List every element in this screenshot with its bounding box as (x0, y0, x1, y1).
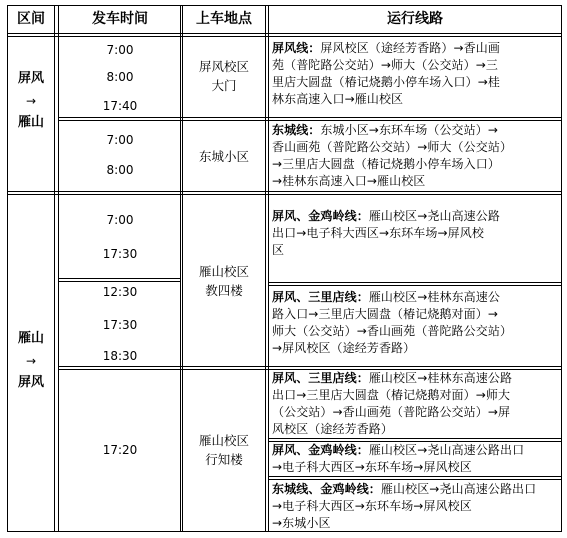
route-line: 出口→电子科大西区→东环车场→屏风校 (272, 226, 484, 240)
location-line: 雁山校区 (198, 264, 249, 279)
route-name: 屏风、三里店线： (272, 290, 369, 304)
route-name: 屏风线： (272, 41, 321, 55)
route-text: 雁山校区→桂林东高速公 (368, 290, 500, 304)
departure-time: 18:30 (102, 349, 138, 363)
route-line (272, 122, 560, 139)
departure-time: 8:00 (106, 70, 134, 84)
row-divider (58, 281, 181, 282)
route-line: →三里店大圆盘（椿记烧鹅小停车场入口） (272, 157, 500, 171)
route-line: →东城小区 (272, 516, 331, 530)
row-divider (268, 479, 561, 480)
location-line: 东城小区 (198, 149, 249, 164)
section-divider (8, 191, 561, 192)
region-pingfeng-to-yanshan (8, 68, 54, 134)
departure-time: 7:00 (106, 133, 134, 147)
route-line (272, 481, 560, 498)
route-line: 区 (272, 243, 285, 257)
route-line (272, 40, 560, 57)
departure-time: 7:00 (106, 213, 134, 227)
boarding-location (184, 57, 264, 95)
row-divider (58, 278, 181, 279)
route-description (272, 122, 560, 190)
region-from: 雁山 (17, 331, 44, 346)
route-text: 雁山校区→尧山高速公路 (368, 209, 500, 223)
location-line: 行知楼 (205, 452, 243, 467)
row-divider (58, 120, 561, 121)
departure-time: 8:00 (106, 163, 134, 177)
route-text: 屏风校区（途经芳香路）→香山画 (320, 41, 500, 55)
route-name: 东城线： (272, 123, 321, 137)
grid-line (265, 6, 266, 531)
route-line: →电子科大西区→东环车场→屏风校区 (272, 499, 472, 513)
grid-line (180, 6, 181, 531)
location-line: 大门 (211, 78, 237, 93)
grid-line (268, 6, 269, 531)
route-text: 东城小区→东环车场（公交站）→ (320, 123, 499, 137)
departure-time: 17:40 (102, 99, 138, 113)
header-region: 区间 (17, 11, 45, 27)
route-description (272, 208, 560, 259)
route-text: 雁山校区→尧山高速公路出口 (368, 443, 525, 457)
departure-time: 12:30 (102, 285, 138, 299)
route-name: 东城线、金鸡岭线： (272, 482, 381, 496)
location-line: 屏风校区 (198, 59, 249, 74)
route-line: →电子科大西区→东环车场→屏风校区 (272, 460, 472, 474)
header-divider (8, 33, 561, 34)
route-text: 雁山校区→桂林东高速公路 (368, 371, 513, 385)
route-line (272, 208, 560, 225)
departure-time: 17:30 (102, 318, 138, 332)
header-location: 上车地点 (196, 11, 252, 27)
route-description (272, 481, 560, 532)
header-route: 运行线路 (387, 11, 443, 27)
grid-line (54, 6, 55, 531)
departure-time: 7:00 (106, 43, 134, 57)
boarding-location (184, 147, 264, 166)
route-text: 雁山校区→尧山高速公路出口 (380, 482, 537, 496)
departure-time: 17:20 (102, 443, 138, 457)
departure-time: 17:30 (102, 247, 138, 261)
route-description (272, 370, 560, 438)
region-to: 屏风 (17, 375, 44, 390)
route-line: →屏风校区（途经芳香路） (272, 341, 416, 355)
region-arrow: → (25, 354, 37, 368)
region-from: 屏风 (17, 71, 44, 86)
route-name: 屏风、三里店线： (272, 371, 369, 385)
row-divider (58, 366, 561, 367)
location-line: 教四楼 (205, 283, 243, 298)
header-divider (8, 36, 561, 37)
row-divider (268, 438, 561, 439)
route-line: 风校区（途经芳香路） (272, 422, 394, 436)
route-description (272, 289, 560, 357)
section-divider (8, 194, 561, 195)
route-line: 出口→三里店大圆盘（椿记烧鹅对面）→师大 (272, 388, 511, 402)
grid-line (182, 6, 183, 531)
route-line: （公交站）→香山画苑（普陀路公交站）→屏 (272, 405, 511, 419)
route-line: 路入口→三里店大圆盘（椿记烧鹅对面）→ (272, 307, 499, 321)
row-divider (268, 476, 561, 477)
route-description (272, 442, 560, 476)
route-line: 师大（公交站）→香山画苑（普陀路公交站） (272, 324, 513, 338)
location-line: 雁山校区 (198, 433, 249, 448)
region-arrow: → (25, 94, 37, 108)
route-line (272, 442, 560, 459)
header-time: 发车时间 (92, 11, 148, 27)
route-line: →桂林东高速入口→雁山校区 (272, 174, 426, 188)
region-yanshan-to-pingfeng (8, 328, 54, 394)
route-name: 屏风、金鸡岭线： (272, 209, 369, 223)
boarding-location (184, 262, 264, 300)
route-line: 苑（普陀路公交站）→师大（公交站）→三 (272, 58, 499, 72)
schedule-table (7, 5, 562, 532)
route-line: 林东高速入口→雁山校区 (272, 92, 404, 106)
route-line: 里店大圆盘（椿记烧鹅小停车场入口）→桂 (272, 75, 500, 89)
boarding-location (184, 431, 264, 469)
row-divider (268, 285, 561, 286)
route-description (272, 40, 560, 108)
route-line (272, 289, 560, 306)
route-line (272, 370, 560, 387)
route-name: 屏风、金鸡岭线： (272, 443, 369, 457)
route-line: 香山画苑（普陀路公交站）→师大（公交站） (272, 140, 513, 154)
row-divider (58, 117, 561, 118)
region-to: 雁山 (17, 115, 44, 130)
grid-line (58, 6, 59, 531)
row-divider (268, 282, 561, 283)
